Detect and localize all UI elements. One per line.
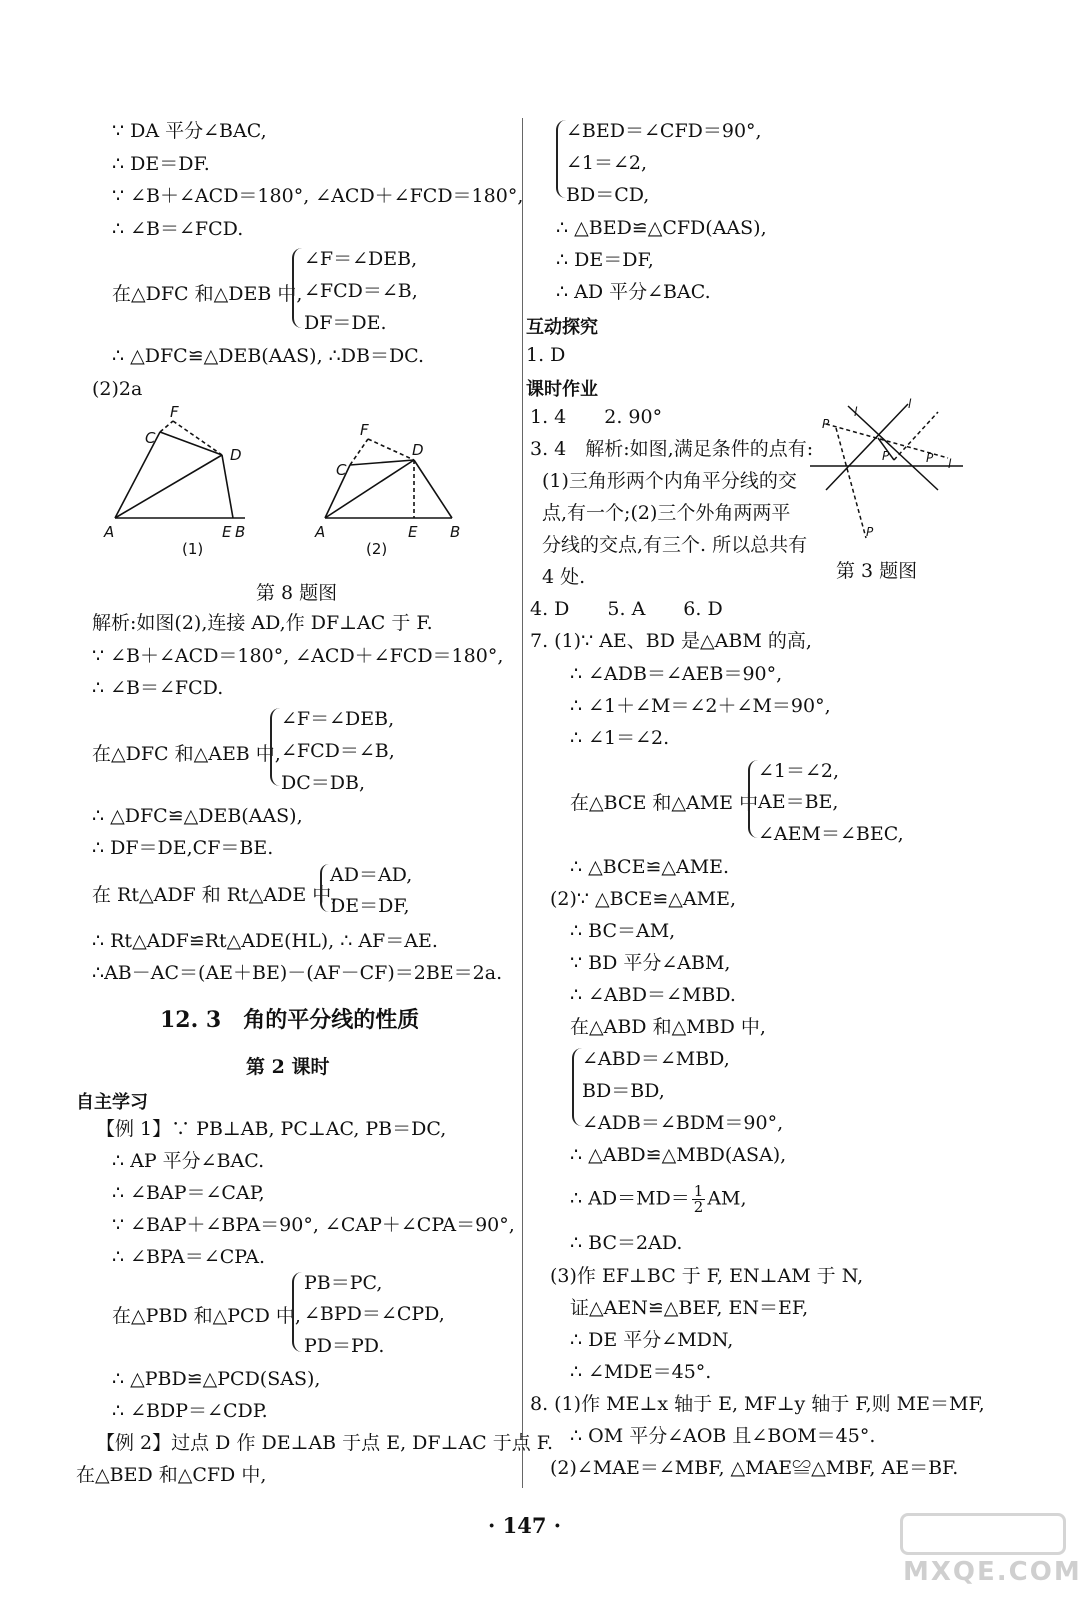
text-line: 4. D 5. A 6. D: [530, 598, 723, 620]
system-prefix: 在△BCE 和△AME 中: [570, 792, 759, 814]
text-line: ∴ BC＝AM,: [570, 920, 676, 942]
text-line: ∴ △BCE≌△AME.: [570, 856, 730, 878]
text-line: ∵ BD 平分∠ABM,: [570, 952, 731, 974]
text-line: (2)∵ △BCE≌△AME,: [550, 888, 736, 910]
system-line: ∠FCD＝∠B,: [304, 280, 418, 302]
fraction-prefix: ∴ AD＝MD＝: [570, 1187, 690, 1210]
system-line: ∠ABD＝∠MBD,: [582, 1048, 730, 1070]
figure-8: [100, 405, 480, 580]
svg-text:P: P: [822, 417, 830, 431]
heading-hudong: 互动探究: [526, 317, 598, 338]
text-line: 1. D: [526, 344, 566, 366]
text-line: ∴ AP 平分∠BAC.: [112, 1150, 265, 1172]
text-line: [570, 1184, 747, 1215]
figure-caption: 第 3 题图: [836, 560, 918, 582]
text-line: ∴ △ABD≌△MBD(ASA),: [570, 1144, 787, 1166]
curly-brace: [292, 1272, 302, 1352]
system-line: ∠F＝∠DEB,: [281, 708, 395, 730]
svg-text:C: C: [145, 429, 156, 447]
text-line: ∴ BC＝2AD.: [570, 1232, 683, 1254]
system-line: ∠BPD＝∠CPD,: [304, 1303, 445, 1325]
system-line: DC＝DB,: [281, 772, 366, 794]
text-line: ∴ DE 平分∠MDN,: [570, 1329, 734, 1351]
svg-text:D: D: [412, 441, 424, 459]
page-number: · 147 ·: [488, 1513, 562, 1538]
svg-text:P: P: [882, 449, 890, 463]
text-line: ∴ ∠BPA＝∠CPA.: [112, 1246, 266, 1268]
fig1-label: (1): [182, 540, 204, 558]
fraction-denominator: 2: [693, 1198, 704, 1216]
text-line: (2)2a: [92, 378, 143, 400]
text-line: ∴ ∠1＋∠M＝∠2＋∠M＝90°,: [570, 695, 831, 717]
text-line: 【例 1】∵ PB⊥AB, PC⊥AC, PB＝DC,: [96, 1118, 447, 1140]
svg-text:B: B: [450, 523, 461, 541]
system-prefix: 在 Rt△ADF 和 Rt△ADE 中,: [92, 884, 338, 906]
fraction: [692, 1184, 706, 1215]
system-line: ∠FCD＝∠B,: [281, 740, 395, 762]
watermark-text: MXQE.COM: [903, 1557, 1082, 1587]
system-line: AE＝BE,: [758, 791, 839, 813]
text-line: ∴ ∠ABD＝∠MBD.: [570, 984, 736, 1006]
curly-brace: [556, 120, 566, 198]
svg-text:F: F: [170, 405, 179, 421]
text-line: (3)作 EF⊥BC 于 F, EN⊥AM 于 N,: [550, 1265, 864, 1287]
text-line: ∴ DE＝DF,: [556, 249, 654, 271]
system-line: ∠F＝∠DEB,: [304, 248, 418, 270]
text-line: ∵ DA 平分∠BAC,: [112, 120, 267, 142]
curly-brace: [320, 864, 329, 912]
text-line: ∴ ∠B＝∠FCD.: [92, 677, 224, 699]
fraction-suffix: AM,: [707, 1187, 747, 1210]
svg-text:l: l: [908, 398, 912, 411]
system-line: AD＝AD,: [330, 864, 413, 886]
system-line: ∠1＝∠2,: [758, 760, 840, 782]
svg-text:B: B: [235, 523, 246, 541]
text-line: ∴ △BED≌△CFD(AAS),: [556, 217, 767, 239]
text-line: ∴ ∠BAP＝∠CAP,: [112, 1182, 265, 1204]
svg-text:P: P: [866, 525, 874, 539]
lesson-title: 第 2 课时: [246, 1056, 330, 1078]
heading-zizhu: 自主学习: [76, 1092, 148, 1113]
text-line: ∴ OM 平分∠AOB 且∠BOM＝45°.: [570, 1425, 876, 1447]
system-line: BD＝CD,: [566, 184, 650, 206]
text-line: 7. (1)∵ AE、BD 是△ABM 的高,: [530, 630, 812, 652]
text-line: ∴ ∠B＝∠FCD.: [112, 218, 244, 240]
svg-text:D: D: [230, 446, 242, 464]
system-line: PB＝PC,: [304, 1272, 383, 1294]
text-line: 1. 4 2. 90°: [530, 406, 663, 428]
text-line: 证△AEN≌△BEF, EN＝EF,: [570, 1297, 809, 1319]
svg-text:P: P: [926, 451, 934, 465]
text-line: ∴ △DFC≌△DEB(AAS), ∴DB＝DC.: [112, 345, 425, 367]
svg-text:F: F: [360, 421, 369, 439]
text-line: 点,有一个;(2)三个外角两两平: [542, 502, 791, 524]
svg-text:E: E: [222, 523, 232, 541]
fraction-numerator: 1: [693, 1182, 704, 1200]
heading-keshi: 课时作业: [526, 379, 598, 400]
text-line: ∵ ∠B＋∠ACD＝180°, ∠ACD＋∠FCD＝180°,: [92, 645, 504, 667]
watermark-logo: [900, 1513, 1066, 1555]
curly-brace: [748, 760, 758, 838]
text-line: (1)三角形两个内角平分线的交: [542, 470, 797, 492]
text-line: 在△BED 和△CFD 中,: [76, 1464, 267, 1486]
system-line: ∠AEM＝∠BEC,: [758, 823, 904, 845]
text-line: ∴ Rt△ADF≌Rt△ADE(HL), ∴ AF＝AE.: [92, 930, 438, 952]
system-line: ∠BED＝∠CFD＝90°,: [566, 120, 762, 142]
figure-caption: 第 8 题图: [256, 582, 338, 604]
svg-text:l: l: [948, 457, 952, 471]
section-title: 12. 3 角的平分线的性质: [160, 1007, 420, 1033]
system-prefix: 在△PBD 和△PCD 中,: [112, 1305, 301, 1327]
curly-brace: [572, 1048, 582, 1126]
system-line: ∠1＝∠2,: [566, 152, 648, 174]
text-line: ∴ DF＝DE,CF＝BE.: [92, 837, 274, 859]
svg-text:C: C: [336, 461, 347, 479]
figure-3: [808, 398, 968, 548]
text-line: ∴ ∠BDP＝∠CDP.: [112, 1400, 268, 1422]
system-line: ∠ADB＝∠BDM＝90°,: [582, 1112, 784, 1134]
curly-brace: [292, 248, 302, 328]
system-prefix: 在△DFC 和△AEB 中,: [92, 743, 281, 765]
text-line: ∴ △PBD≌△PCD(SAS),: [112, 1368, 321, 1390]
system-line: PD＝PD.: [304, 1335, 385, 1357]
column-divider: [522, 118, 523, 1488]
text-line: 8. (1)作 ME⊥x 轴于 E, MF⊥y 轴于 F,则 ME＝MF,: [530, 1393, 985, 1415]
svg-text:E: E: [408, 523, 418, 541]
text-line: ∴ ∠ADB＝∠AEB＝90°,: [570, 663, 783, 685]
text-line: ∵ ∠BAP＋∠BPA＝90°, ∠CAP＋∠CPA＝90°,: [112, 1214, 515, 1236]
text-line: 4 处.: [542, 566, 586, 588]
text-line: (2)∠MAE＝∠MBF, △MAE≌△MBF, AE＝BF.: [550, 1457, 959, 1479]
svg-text:A: A: [315, 523, 326, 541]
text-line: ∴AB－AC＝(AE＋BE)－(AF－CF)＝2BE＝2a.: [92, 962, 503, 984]
text-line: ∴ ∠1＝∠2.: [570, 727, 670, 749]
curly-brace: [270, 708, 280, 786]
svg-text:l: l: [854, 405, 858, 419]
system-line: DF＝DE.: [304, 312, 387, 334]
fig2-label: (2): [366, 540, 388, 558]
svg-text:A: A: [104, 523, 115, 541]
system-prefix: 在△DFC 和△DEB 中,: [112, 283, 303, 305]
text-line: ∴ △DFC≌△DEB(AAS),: [92, 805, 303, 827]
watermark: [895, 1505, 1082, 1595]
system-line: DE＝DF,: [330, 895, 410, 917]
text-line: 【例 2】过点 D 作 DE⊥AB 于点 E, DF⊥AC 于点 F.: [96, 1432, 554, 1454]
text-line: 在△ABD 和△MBD 中,: [570, 1016, 766, 1038]
text-line: 3. 4 解析:如图,满足条件的点有:: [530, 438, 814, 460]
text-line: 解析:如图(2),连接 AD,作 DF⊥AC 于 F.: [92, 612, 433, 634]
system-line: BD＝BD,: [582, 1080, 665, 1102]
figure-8-1: [115, 421, 245, 518]
text-line: ∴ ∠MDE＝45°.: [570, 1361, 712, 1383]
text-line: ∴ DE＝DF.: [112, 153, 210, 175]
text-line: 分线的交点,有三个. 所以总共有: [542, 534, 808, 556]
text-line: ∴ AD 平分∠BAC.: [556, 281, 711, 303]
text-line: ∵ ∠B＋∠ACD＝180°, ∠ACD＋∠FCD＝180°,: [112, 185, 524, 207]
